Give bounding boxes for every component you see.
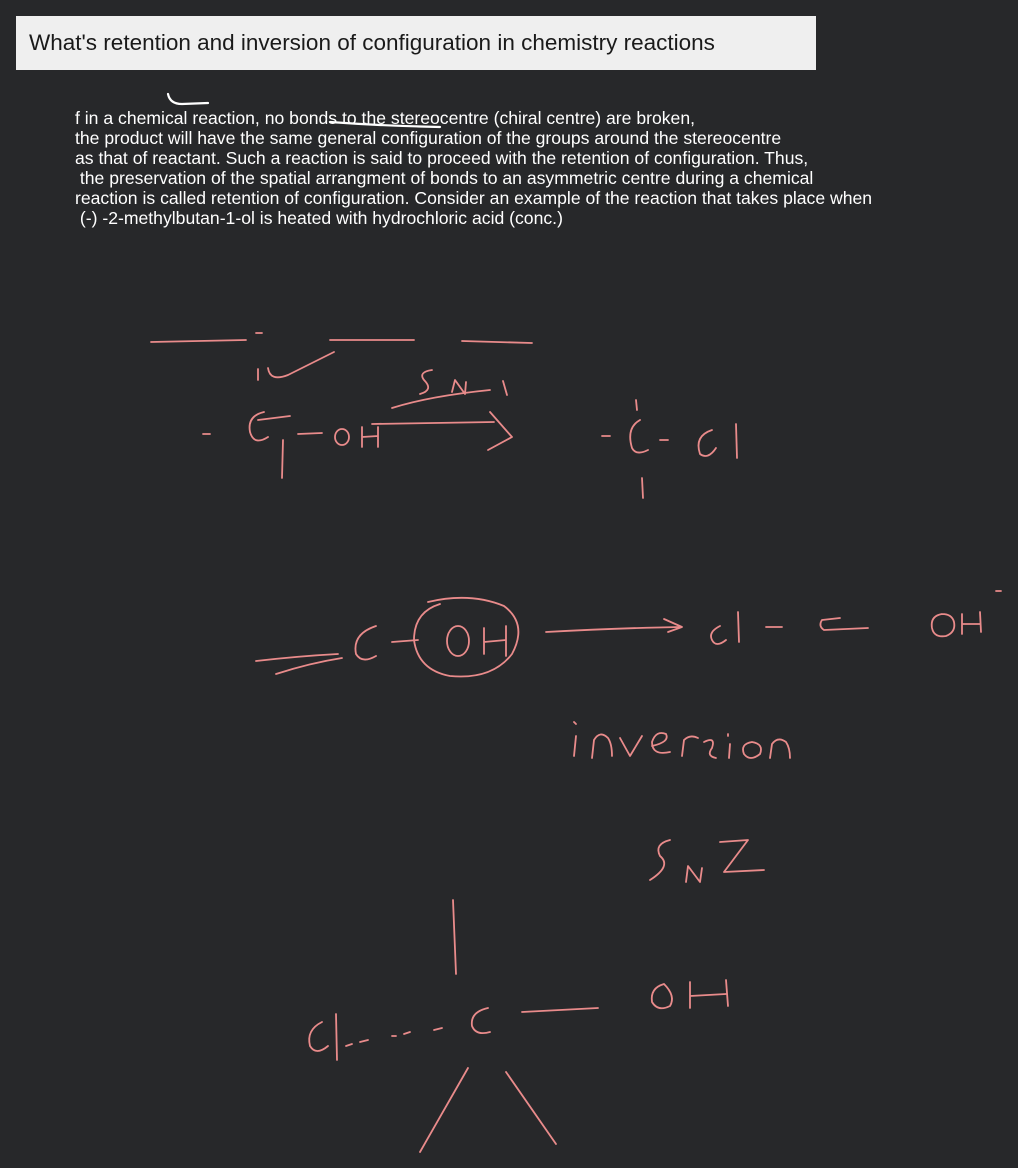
body-line-6: (-) -2-methylbutan-1-ol is heated with hydrochloric acid (conc.) bbox=[75, 208, 563, 228]
body-line-5: reaction is called retention of configuration. Consider an example of the reaction that takes place when bbox=[75, 188, 873, 208]
body-line-1: f in a chemical reaction, no bonds to the stereocentre (chiral centre) are broken, bbox=[75, 108, 696, 128]
body-line-3: as that of reactant. Such a reaction is said to proceed with the retention of configuration. Thus, bbox=[75, 148, 809, 168]
page-title: What's retention and inversion of configuration in chemistry reactions bbox=[29, 30, 715, 55]
sn1-reaction-sketch bbox=[151, 333, 737, 498]
body-line-2: the product will have the same general configuration of the groups around the stereocentre bbox=[75, 128, 782, 148]
inversion-sketch bbox=[256, 591, 1001, 882]
explanation-text bbox=[75, 108, 1005, 228]
sn2-structure-sketch bbox=[309, 900, 728, 1152]
title-banner bbox=[16, 16, 816, 70]
body-line-4: the preservation of the spatial arrangment of bonds to an asymmetric centre during a chemical bbox=[75, 168, 814, 188]
